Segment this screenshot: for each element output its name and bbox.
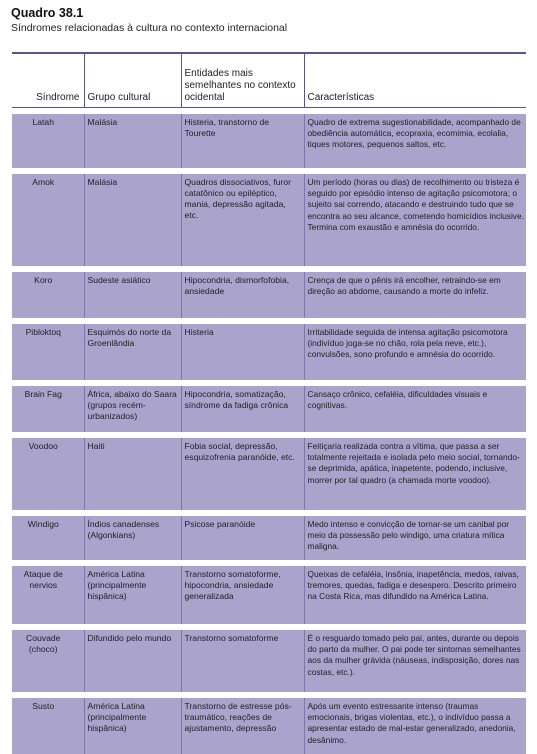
cell-entidades: Histeria [181,324,304,380]
cell-grupo-cultural: Haiti [84,438,181,510]
cell-grupo-cultural: Índios canadenses (Algonkians) [84,516,181,560]
cell-sindrome: Pibloktoq [12,324,84,380]
table-number: Quadro 38.1 [11,6,287,21]
cell-entidades: Transtorno somatoforme, hipocondria, ansiedade generalizada [181,566,304,624]
table-body [12,108,526,754]
cell-sindrome: Brain Fag [12,386,84,432]
cell-sindrome: Latah [12,114,84,168]
cell-sindrome: Couvade (choco) [12,630,84,692]
table-row [12,566,526,624]
cell-grupo-cultural: Malásia [84,174,181,266]
cell-grupo-cultural: África, abaixo do Saara (grupos recém-urbanizados) [84,386,181,432]
cell-entidades: Psicose paranóide [181,516,304,560]
table-header-row [12,53,526,108]
cell-grupo-cultural: América Latina (principalmente hispânica) [84,566,181,624]
table-row [12,438,526,510]
cell-sindrome: Amok [12,174,84,266]
cell-sindrome: Ataque de nervios [12,566,84,624]
cell-entidades: Transtorno de estresse pós-traumático, reações de ajustamento, depressão [181,698,304,754]
cell-caracteristicas: Um período (horas ou dias) de recolhimento ou tristeza é seguido por episódio intenso de agitação psicomotora; o sujeito sai correndo, atacando e destruindo tudo que se encontra ao seu alcance, cometendo homicídios inclusive. Termina com exaustão e amnésia do ocorrido. [304,174,526,266]
cell-caracteristicas: Quadro de extrema sugestionabilidade, acompanhado de obediência automática, ecopraxia, ecomimia, ecolalia, tiques motores, pequenos saltos, etc. [304,114,526,168]
cell-entidades: Fobia social, depressão, esquizofrenia paranóide, etc. [181,438,304,510]
cell-entidades: Hipocondria, somatização, síndrome da fadiga crônica [181,386,304,432]
cell-caracteristicas: Feitiçaria realizada contra a vítima, que passa a ser totalmente rejeitada e isolada pelo meio social, tornando-se deprimida, apática, inapetente, podendo, inclusive, morrer por tal quadro (a chamada morte voodoo). [304,438,526,510]
column-header-entidades: Entidades mais semelhantes no contexto ocidental [181,53,304,108]
cell-caracteristicas: Cansaço crônico, cefaléia, dificuldades visuais e cognitivas. [304,386,526,432]
cell-caracteristicas: Queixas de cefaléia, insônia, inapetência, medos, raivas, tremores, quedas, fadiga e desespero. Descrito primeiro na Costa Rica, mas difundido na América Latina. [304,566,526,624]
cell-sindrome: Windigo [12,516,84,560]
cell-entidades: Hipocondria, dismorfofobia, ansiedade [181,272,304,318]
table-row [12,698,526,754]
column-header-grupo-cultural: Grupo cultural [84,53,181,108]
table-row [12,272,526,318]
cell-sindrome: Koro [12,272,84,318]
table-title: Síndromes relacionadas à cultura no contexto internacional [11,21,287,35]
column-header-caracteristicas: Características [304,53,526,108]
table-row [12,174,526,266]
column-header-sindrome: Síndrome [12,53,84,108]
table-row [12,386,526,432]
table-caption [11,6,287,35]
syndromes-table [12,52,526,754]
cell-grupo-cultural: Difundido pelo mundo [84,630,181,692]
cell-sindrome: Susto [12,698,84,754]
table-row [12,516,526,560]
cell-caracteristicas: Crença de que o pênis irá encolher, retraindo-se em direção ao abdome, causando a morte do infeliz. [304,272,526,318]
cell-caracteristicas: Medo intenso e convicção de tornar-se um canibal por meio da possessão pelo windigo, uma criatura mítica maligna. [304,516,526,560]
cell-entidades: Transtorno somatoforme [181,630,304,692]
cell-entidades: Quadros dissociativos, furor catatônico ou epiléptico, mania, depressão agitada, etc. [181,174,304,266]
cell-grupo-cultural: Malásia [84,114,181,168]
cell-caracteristicas: Irritabilidade seguida de intensa agitação psicomotora (indivíduo joga-se no chão, rola pela neve, etc.), convulsões, sono profundo e amnésia do ocorrido. [304,324,526,380]
cell-entidades: Histeria, transtorno de Tourette [181,114,304,168]
cell-caracteristicas: É o resguardo tomado pelo pai, antes, durante ou depois do parto da mulher. O pai pode ter sintomas semelhantes aos da mulher grávida (náuseas, indisposição, dores nas costas, etc.). [304,630,526,692]
table-row [12,114,526,168]
table-row [12,630,526,692]
cell-grupo-cultural: Esquimós do norte da Groenlândia [84,324,181,380]
table-row [12,324,526,380]
cell-sindrome: Voodoo [12,438,84,510]
cell-grupo-cultural: Sudeste asiático [84,272,181,318]
cell-caracteristicas: Após um evento estressante intenso (traumas emocionais, brigas violentas, etc.), o indivíduo passa a apresentar estado de mal-estar generalizado, anedonia, desânimo. [304,698,526,754]
cell-grupo-cultural: América Latina (principalmente hispânica) [84,698,181,754]
